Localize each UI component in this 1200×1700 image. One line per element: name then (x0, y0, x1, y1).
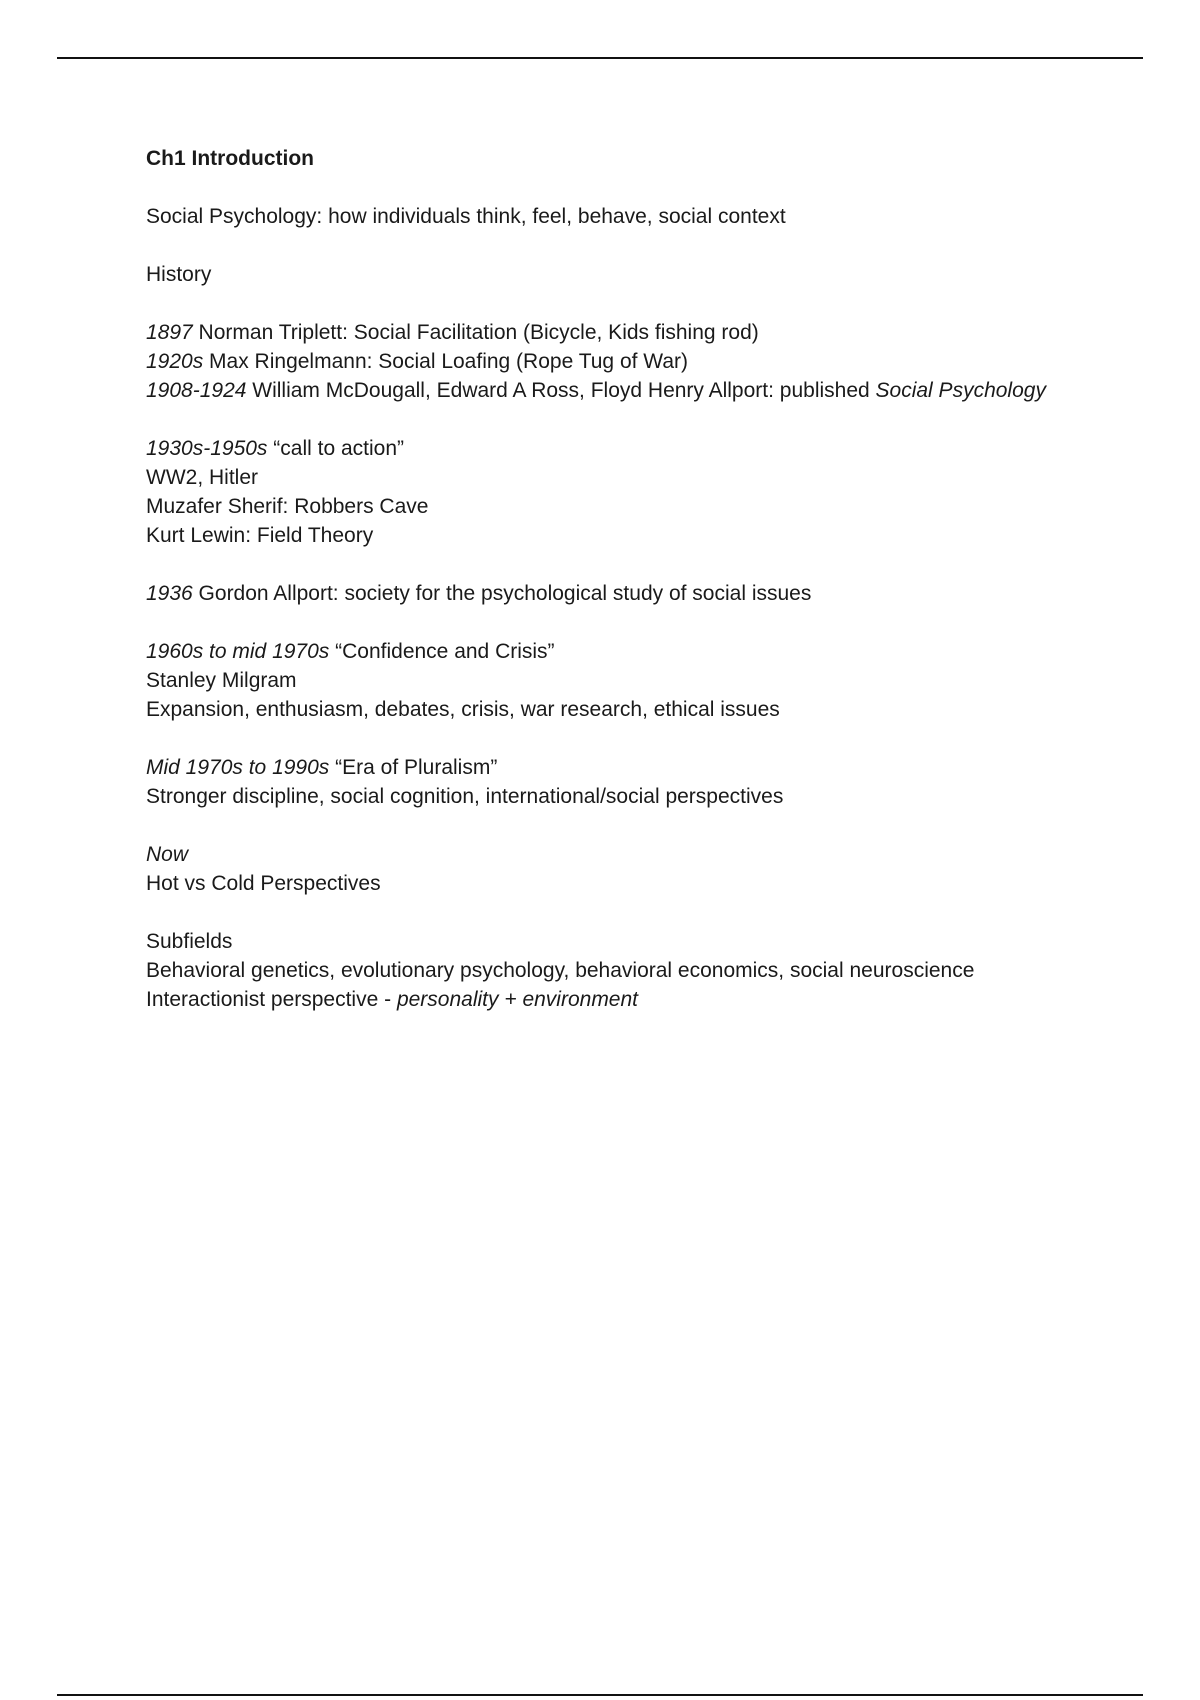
era-date: 1930s-1950s (146, 437, 268, 460)
year-1936-line (146, 579, 1046, 608)
spacer (146, 289, 1046, 318)
era-date: Mid 1970s to 1990s (146, 756, 330, 779)
era-1960s-line: Expansion, enthusiasm, debates, crisis, war research, ethical issues (146, 698, 780, 721)
era-1970s-heading (146, 753, 1046, 782)
subfields-list: Behavioral genetics, evolutionary psychology, behavioral economics, social neuroscience (146, 959, 975, 982)
era-date: 1936 (146, 582, 193, 605)
spacer (146, 811, 1046, 840)
era-1930s-line: Muzafer Sherif: Robbers Cave (146, 495, 429, 518)
spacer (146, 898, 1046, 927)
era-1930s-line: WW2, Hitler (146, 466, 258, 489)
era-date: Now (146, 843, 189, 866)
history-label: History (146, 263, 212, 286)
history-line-1920s (146, 347, 1046, 376)
document-body (146, 144, 1046, 1014)
history-line-1908-1924 (146, 376, 1046, 405)
era-1960s-heading (146, 637, 1046, 666)
spacer (146, 405, 1046, 434)
history-text: William McDougall, Edward A Ross, Floyd Henry Allport: published (246, 379, 876, 402)
era-1970s-line: Stronger discipline, social cognition, international/social perspectives (146, 785, 784, 808)
subfields-label: Subfields (146, 930, 233, 953)
era-1930s-heading (146, 434, 1046, 463)
spacer (146, 231, 1046, 260)
definition-line: Social Psychology: how individuals think, feel, behave, social context (146, 205, 786, 228)
spacer (146, 724, 1046, 753)
history-text: Norman Triplett: Social Facilitation (Bicycle, Kids fishing rod) (192, 321, 759, 344)
now-heading (146, 840, 1046, 869)
era-1930s-line: Kurt Lewin: Field Theory (146, 524, 374, 547)
spacer (146, 173, 1046, 202)
history-text: Max Ringelmann: Social Loafing (Rope Tug of War) (203, 350, 689, 373)
history-line-1897 (146, 318, 1046, 347)
top-rule (57, 57, 1143, 59)
era-1960s-line: Stanley Milgram (146, 669, 297, 692)
bottom-rule (57, 1694, 1143, 1696)
history-date: 1897 (146, 321, 193, 344)
era-date: 1960s to mid 1970s (146, 640, 330, 663)
history-date: 1908-1924 (146, 379, 247, 402)
chapter-heading: Ch1 Introduction (146, 147, 314, 170)
era-label: “call to action” (267, 437, 404, 460)
era-label: “Era of Pluralism” (329, 756, 498, 779)
era-text: Gordon Allport: society for the psychological study of social issues (192, 582, 812, 605)
interactionist-prefix: Interactionist perspective - (146, 988, 397, 1011)
now-line: Hot vs Cold Perspectives (146, 872, 381, 895)
book-title: Social Psychology (875, 379, 1046, 402)
history-date: 1920s (146, 350, 204, 373)
spacer (146, 608, 1046, 637)
era-label: “Confidence and Crisis” (329, 640, 555, 663)
spacer (146, 550, 1046, 579)
interactionist-line (146, 985, 1046, 1014)
interactionist-emphasis: personality + environment (396, 988, 639, 1011)
